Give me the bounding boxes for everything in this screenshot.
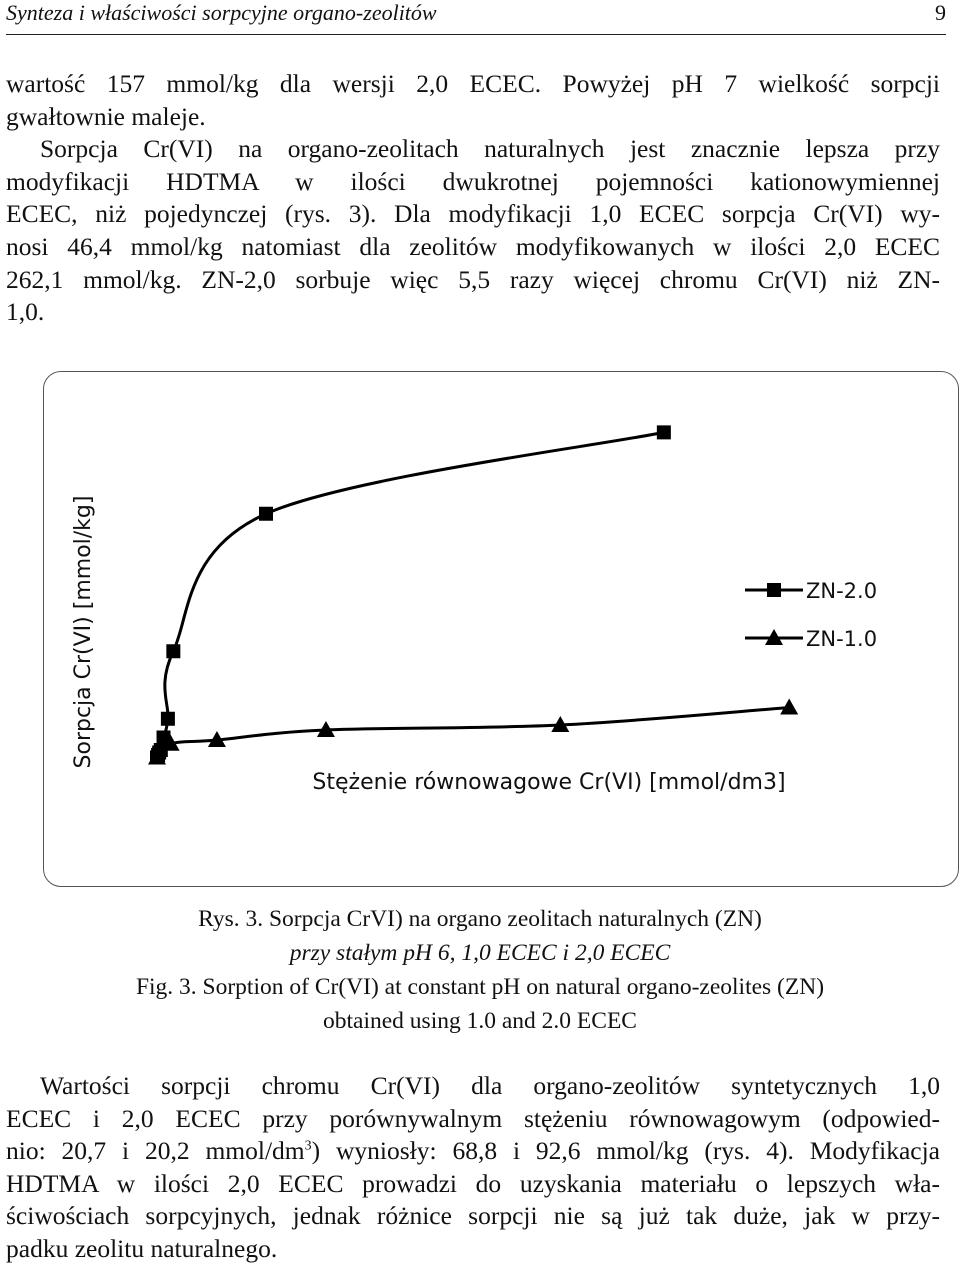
text-line: ECEC, niż pojedynczej (rys. 3). Dla modyfikacji 1,0 ECEC sorpcja Cr(VI) wy-: [6, 199, 940, 229]
text-line: nosi 46,4 mmol/kg natomiast dla zeolitów modyfikowanych w ilości 2,0 ECEC: [6, 231, 940, 261]
legend-marker-zn-2-0: [767, 583, 781, 597]
caption-pl-line1: Rys. 3. Sorpcja CrVI) na organo zeolitach naturalnych (ZN): [198, 906, 762, 932]
text-fragment: ) wyniosły: 68,8 i 92,6 mmol/kg (rys. 4). Modyfikacja: [311, 1136, 940, 1166]
legend: [745, 579, 877, 651]
legend-label-zn-1-0: ZN-1.0: [806, 627, 878, 651]
paragraph-synthetic: [6, 1070, 940, 1266]
text-fragment: nio: 20,7 i 20,2 mmol/dm: [6, 1136, 305, 1166]
y-axis-label: Sorpcja Cr(VI) [mmol/kg]: [71, 495, 96, 769]
text-line: ściwościach sorpcyjnych, jednak różnice sorpcji nie są już tak duże, jak w przy-: [6, 1201, 940, 1231]
text-line: padku zeolitu naturalnego.: [6, 1233, 278, 1263]
text-line: HDTMA w ilości 2,0 ECEC prowadzi do uzyskania materiału o lepszych wła-: [6, 1168, 940, 1198]
text-line: ECEC i 2,0 ECEC przy porównywalnym stężeniu równowagowym (odpowied-: [6, 1103, 940, 1133]
superscript: 3: [304, 1138, 312, 1154]
text-line: 262,1 mmol/kg. ZN-2,0 sorbuje więc 5,5 razy więcej chromu Cr(VI) niż ZN-: [6, 264, 940, 294]
page-number: 9: [935, 0, 946, 25]
caption-pl-line2: przy stałym pH 6, 1,0 ECEC i 2,0 ECEC: [289, 940, 671, 966]
text-line: gwałtownie maleje.: [6, 101, 206, 131]
data-point-zn-2-0: [259, 507, 273, 521]
header-title: Synteza i właściwości sorpcyjne organo-zeolitów: [6, 0, 437, 25]
text-line: wartość 157 mmol/kg dla wersji 2,0 ECEC. Powyżej pH 7 wielkość sorpcji: [6, 69, 940, 98]
legend-label-zn-2-0: ZN-2.0: [806, 579, 878, 603]
series-line-zn-2-0: [157, 432, 664, 757]
text-line: Wartości sorpcji chromu Cr(VI) dla organo-zeolitów syntetycznych 1,0: [40, 1071, 940, 1100]
series-line-zn-1-0: [157, 708, 789, 758]
caption-en-line2: obtained using 1.0 and 2.0 ECEC: [323, 1008, 637, 1034]
text-line: Sorpcja Cr(VI) na organo-zeolitach naturalnych jest znacznie lepsza przy: [40, 134, 940, 164]
text-line: 1,0.: [6, 297, 45, 327]
x-axis-label: Stężenie równowagowe Cr(VI) [mmol/dm3]: [312, 770, 786, 795]
text-line-with-superscript: [6, 1135, 940, 1168]
data-point-zn-2-0: [657, 425, 671, 439]
data-point-zn-2-0: [161, 712, 175, 726]
text-line: modyfikacji HDTMA w ilości dwukrotnej pojemności kationowymiennej: [6, 166, 940, 196]
caption-en-line1: Fig. 3. Sorption of Cr(VI) at constant pH on natural organo-zeolites (ZN): [135, 974, 825, 1000]
data-point-zn-2-0: [166, 644, 180, 658]
series-layer: [148, 425, 798, 764]
